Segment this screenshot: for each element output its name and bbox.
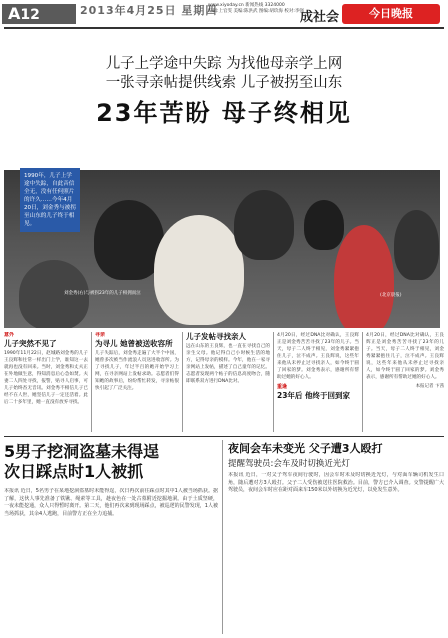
story3-body: 本报讯 近日，一对父子驾车夜间行驶时，因会车时未及时切换近光灯，与对面车辆司机发生口角，随后遭对方3人殴打。父子二人受伤被送往医院救治。目前，警方已介入调查。交警提醒广大驾驶员，夜间会车时应在距对面来车150米以外切换为近光灯，以免发生意外。: [228, 472, 444, 494]
column1-text: 1990年11月22日，赵城路刘金秀的儿子王良辉和往常一样出门上学，谁知这一去就再也没有回来。当时，刘金秀和丈夫正在外地做生意，得知消息后心急如焚。夫妻二人四处寻找，报警，贴寻人启事，可儿子始终杳无音讯。刘金秀不相信儿子已经不在人世，她坚信儿子一定还活着。此后二十多年里，她一直没有放弃寻找。: [4, 351, 88, 405]
story2-headline: [4, 442, 159, 482]
story-divider: [222, 440, 223, 634]
story3-subhead: 提醒驾驶员:会车及时切换近光灯: [228, 459, 350, 469]
article-author: 本报记者 卞茜: [415, 384, 444, 389]
brand-logo: 今日晚报: [342, 4, 440, 24]
story2-headline-line2: 次日踩点时1人被抓: [4, 462, 144, 481]
photo-credit: (北京晨报): [380, 293, 402, 298]
header-info: [208, 3, 304, 15]
reunion-title: 23年后 他终于回到家: [277, 391, 351, 400]
column2-title: 为寻儿 她曾被送收容所: [95, 339, 173, 348]
header-rule: [4, 27, 444, 29]
article-column-2: [95, 332, 179, 432]
headline-line2: 一张寻亲帖提供线索 儿子被拐至山东: [105, 75, 343, 91]
column3-text: 远在山东的王良辉，也一直在寻找自己的亲生父母。他记得自己小时候生活的地方，记得母亲的模样。今年，他在一家寻亲网站上发帖，描述了自己童年的记忆。志愿者发现两个帖子的信息高度吻合，随即联系双方进行DNA比对。: [186, 344, 270, 384]
section-name: 成社会: [300, 10, 340, 25]
section-divider: [4, 436, 444, 437]
column1-kicker: 意外: [4, 332, 15, 338]
page-letter: A: [8, 4, 21, 23]
article-column-3: [186, 332, 270, 432]
photo-caption: 刘金秀(右)与被拐23年的儿子相拥而泣: [64, 291, 141, 296]
article-column-1: [4, 332, 88, 432]
article-column-4: [277, 332, 359, 432]
main-headline: 23年苦盼 母子终相见: [96, 99, 352, 127]
headline-deck: [0, 55, 448, 93]
photo-pullquote: 1990年，儿子上学途中失踪，自此音信全无，没有任何照片的许久……今年4月20日，刘金秀与被拐至山东的儿子终于相见。: [20, 168, 80, 232]
column1-title: 儿子突然不见了: [4, 339, 57, 348]
article-column-5: [366, 332, 444, 432]
column-divider: [362, 332, 363, 432]
header-info-line1: www.xiyoday.cn 新闻热线 3324000: [208, 3, 285, 8]
story2-body: 本报讯 近日，5名男子在某地挖洞盗墓时未能得逞，次日再次前往踩点时其中1人被当场抓获。据了解，这伙人事先准备了铁锹、绳索等工具，趁夜色在一处古墓附近挖掘地洞。由于土质坚硬，一夜未能挖通，众人只得暂时离开。第二天，他们再次来到现场踩点，被巡逻的民警发现，1人被当场抓获，其余4人逃跑，目前警方正在全力追捕。: [4, 488, 218, 517]
column3-title: 儿子发帖寻找亲人: [186, 332, 246, 341]
column5-text: 4月20日，经过DNA比对确认，王良辉正是刘金秀苦苦寻找了23年的儿子。当天，母子二人终于相见，刘金秀紧紧抱住儿子，泣不成声。王良辉说，这些年来他从未停止过寻找亲人，如今终于圆了回家的梦。刘金秀表示，感谢所有帮助过她的好心人。: [366, 333, 444, 380]
story3-headline: 夜间会车未变光 父子遭3人殴打: [228, 442, 383, 455]
column4-text: 4月20日，经过DNA比对确认，王良辉正是刘金秀苦苦寻找了23年的儿子。当天，母子二人终于相见，刘金秀紧紧抱住儿子，泣不成声。王良辉说，这些年来他从未停止过寻找亲人，如今终于圆了回家的梦。刘金秀表示，感谢所有帮助过她的好心人。: [277, 333, 359, 380]
column-divider: [91, 332, 92, 432]
column2-text: 儿子失踪后，刘金秀走遍了大半个中国，她曾多次被当作流浪人员送进收容所。为了寻找儿子，年过半百的她开始学习上网，在寻亲网站上发帖求助。志愿者们得知她的故事后，纷纷帮忙转发，寻亲帖很快引起了广泛关注。: [95, 351, 179, 391]
header-info-line3: 编辑:上官雯 美编:陈洪武 图编:胡玖海 校对:李强: [208, 9, 304, 14]
column-divider: [182, 332, 183, 432]
page-header: [0, 0, 448, 42]
reunion-kicker: 重逢: [277, 384, 288, 390]
page-number: 12: [20, 7, 40, 23]
page-number-badge: [2, 4, 76, 24]
column-divider: [273, 332, 274, 432]
column2-kicker: 寻亲: [95, 332, 106, 338]
story2-headline-line1: 5男子挖洞盗墓未得逞: [4, 442, 160, 461]
page-date-label: 2013年4月25日 星期四: [80, 4, 218, 17]
headline-line1: 儿子上学途中失踪 为找他母亲学上网: [105, 56, 343, 72]
